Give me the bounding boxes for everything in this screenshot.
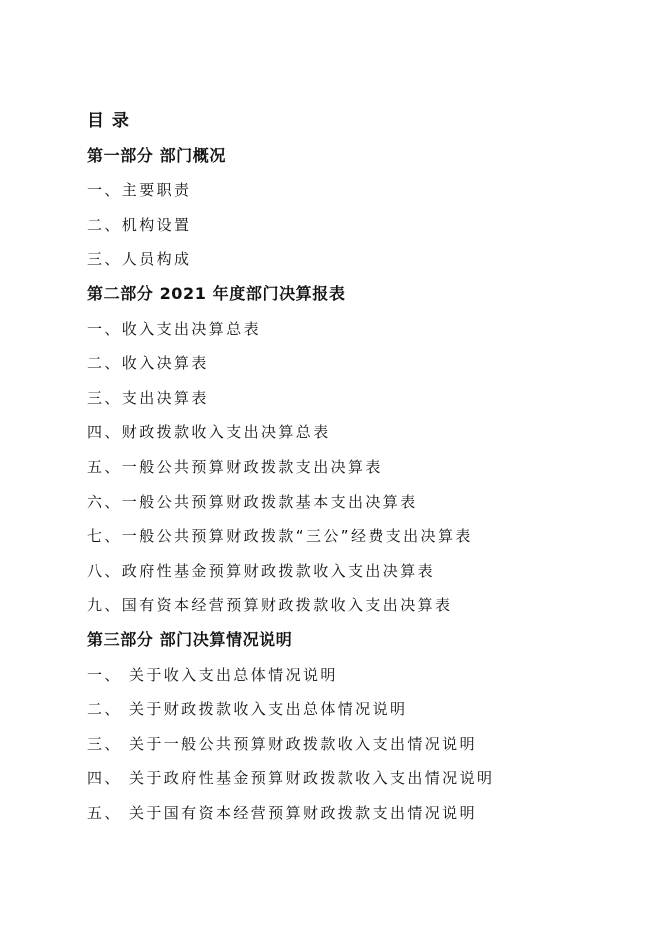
toc-item: 二、 关于财政拨款收入支出总体情况说明	[87, 700, 408, 719]
part2-heading: 第二部分 2021 年度部门决算报表	[87, 283, 346, 303]
toc-title: 目 录	[87, 111, 130, 131]
toc-item: 二、收入决算表	[87, 354, 209, 373]
toc-item: 四、 关于政府性基金预算财政拨款收入支出情况说明	[87, 769, 495, 788]
table-of-contents	[87, 104, 627, 830]
toc-item: 三、人员构成	[87, 250, 192, 269]
toc-item: 三、 关于一般公共预算财政拨款收入支出情况说明	[87, 734, 477, 753]
toc-item: 一、 关于收入支出总体情况说明	[87, 665, 338, 684]
toc-item: 八、政府性基金预算财政拨款收入支出决算表	[87, 561, 436, 580]
toc-item: 四、财政拨款收入支出决算总表	[87, 423, 331, 442]
toc-item: 二、机构设置	[87, 215, 192, 234]
part1-heading: 第一部分 部门概况	[87, 145, 226, 165]
toc-item: 九、国有资本经营预算财政拨款收入支出决算表	[87, 596, 453, 615]
part3-heading: 第三部分 部门决算情况说明	[87, 629, 293, 649]
toc-item: 六、一般公共预算财政拨款基本支出决算表	[87, 492, 418, 511]
toc-item: 五、一般公共预算财政拨款支出决算表	[87, 457, 383, 476]
toc-item: 一、收入支出决算总表	[87, 319, 262, 338]
toc-item: 五、 关于国有资本经营预算财政拨款支出情况说明	[87, 803, 477, 822]
toc-item: 三、支出决算表	[87, 388, 209, 407]
toc-item: 一、主要职责	[87, 181, 192, 200]
toc-item: 七、一般公共预算财政拨款“三公”经费支出决算表	[87, 527, 473, 546]
